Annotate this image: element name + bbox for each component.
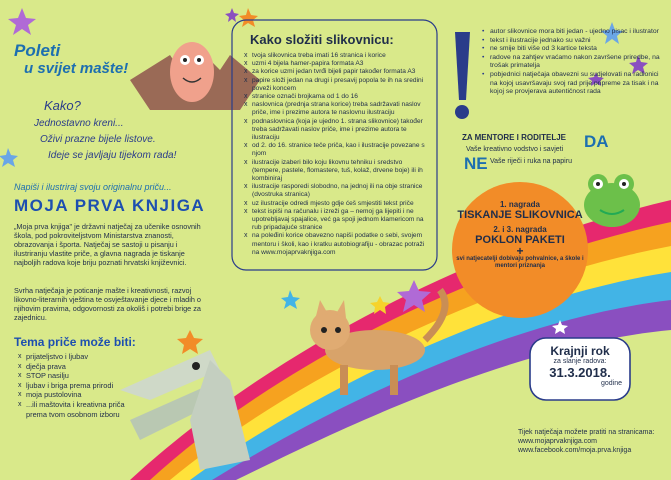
themes-list: [18, 352, 138, 419]
intro-line-3: Kako?: [44, 98, 81, 113]
intro-line-2: u svijet mašte!: [24, 60, 129, 77]
deadline-date: 31.3.2018.: [549, 365, 611, 380]
mentors-da: DA: [584, 132, 609, 151]
deadline-sub: za slanje radova:: [553, 358, 607, 365]
howto-item: x od 2. do 16. stranice teče priča, kao i ilustracije povezane s njom: [244, 142, 430, 158]
howto-item: x podnaslovnica (koja je ujedno 1. strana slikovnice) također treba sadržavati naslov priče, ime i prezime autora te ilustraciju: [244, 118, 430, 143]
deadline-title: Krajnji rok: [550, 344, 610, 358]
howto-item: x tekst ispiši na računalu i izreži ga – nemoj ga lijepiti i ne upotrebljavaj spajalice, već ga spoji jednom klamericom na rub pripadajuće stranice: [244, 208, 430, 233]
contest-para-2: Svrha natječaja je poticanje mašte i kreativnosti, razvoj likovno-literarnih vještina te osvještavanje djece i mladih o njihovim pravima, odgovornosti za okoliš i potrebi brige za zajednicu.: [14, 286, 201, 322]
prize-first: TISKANJE SLIKOVNICA: [457, 209, 583, 221]
theme-item: x ...ili maštovita i kreativna priča prema tvom osobnom izboru: [18, 400, 138, 419]
howto-title: Kako složiti slikovnicu:: [250, 32, 394, 47]
intro-block: [14, 42, 194, 77]
howto-item: x na poleđini korice obavezno napiši podatke o sebi, svojem mentoru i školi, kao i kratku autobiografiju - obrazac potraži na www.mojaprvaknjiga.com: [244, 232, 430, 257]
prize-first-label: 1. nagrada: [499, 200, 540, 209]
howto-item: x uzmi 4 bijela hamer-papira formata A3: [244, 60, 430, 68]
mentors-ne: NE: [464, 154, 488, 173]
rules-list: [482, 28, 662, 97]
howto-item: x ilustracije rasporedi slobodno, na jednoj ili na obje stranice (dvostruka stranica): [244, 183, 430, 199]
howto-item: x papire složi jedan na drugi i presavij popola te ih na sredini poveži koncem: [244, 77, 430, 93]
rule-item: • autor slikovnice mora biti jedan - ujedno pisac i ilustrator: [482, 28, 662, 37]
prize-second: POKLON PAKETI: [475, 234, 565, 246]
theme-item: x moja pustolovina: [18, 390, 138, 400]
howto-item: x uz ilustracije odredi mjesto gdje ćeš smjestiti tekst priče: [244, 200, 430, 208]
mentors-title: ZA MENTORE I RODITELJE: [462, 133, 567, 142]
rule-item: • tekst i ilustracije jednako su važni: [482, 37, 662, 46]
contest-para-1: „Moja prva knjiga" je državni natječaj za učenike osnovnih škola, pod pokroviteljstvom Ministarstva znanosti, obrazovanja i športa. Natječaj se sastoji u pisanju i ilustriranju vlastite priče, a glavna nagrada je tiskanje najboljih radova koje briju poznati hrvatski književnici.: [14, 222, 201, 267]
prize-note: svi natjecatelji dobivaju pohvalnice, a škole i mentori priznanja: [456, 256, 584, 269]
howto-item: x stranice označi brojkama od 1 do 16: [244, 93, 430, 101]
contest-title: MOJA PRVA KNJIGA: [14, 196, 206, 215]
intro-line-1: Poleti: [14, 41, 61, 60]
frog-illustration: [584, 174, 640, 227]
contest-tagline: Napiši i ilustriraj svoju originalnu priču...: [14, 182, 172, 192]
intro-line-5: Oživi prazne bijele listove.: [40, 134, 156, 145]
mentors-ne-text: Vaše riječi i ruka na papiru: [490, 158, 572, 165]
intro-line-4: Jednostavno kreni...: [34, 118, 124, 129]
themes-title: Tema priče može biti:: [14, 335, 136, 349]
follow-site-link[interactable]: www.mojaprvaknjiga.com: [518, 438, 597, 445]
theme-item: x dječja prava: [18, 362, 138, 372]
theme-item: x prijateljstvo i ljubav: [18, 352, 138, 362]
theme-item: x ljubav i briga prema prirodi: [18, 381, 138, 391]
mentors-da-text: Vaše kreativno vodstvo i savjeti: [466, 146, 564, 153]
intro-line-6: Ideje se javljaju tijekom rada!: [48, 150, 177, 161]
prizes-block: [456, 200, 584, 270]
howto-item: x tvoja slikovnica treba imati 16 stranica i korice: [244, 52, 430, 60]
prize-plus: +: [516, 244, 524, 258]
prize-second-label: 2. i 3. nagrada: [493, 225, 547, 234]
howto-item: x za korice uzmi jedan tvrđi bijeli papir također formata A3: [244, 68, 430, 76]
theme-item: x STOP nasilju: [18, 371, 138, 381]
follow-facebook-link[interactable]: www.facebook.com/moja.prva.knjiga: [518, 447, 632, 454]
rule-item: • pobjednici natječaja obavezni su sudjelovati na radionici na kojoj usavršavaju svoj rad prije pripreme za tisak i na kojoj se provjerava autentičnost rada: [482, 71, 662, 97]
deadline-block: [530, 344, 630, 387]
follow-block: [518, 428, 658, 455]
howto-item: x ilustracije izaberi bilo koju likovnu tehniku i sredstvo (tempere, pastele, flomastere, tuš, kolaž, drvene boje) ili ih kombiniraj: [244, 159, 430, 184]
follow-text: Tijek natječaja možete pratiti na stranicama:: [518, 429, 655, 436]
deadline-year-word: godine: [600, 380, 622, 387]
rule-item: • ne smije biti više od 3 kartice teksta: [482, 45, 662, 54]
howto-item: x naslovnica (prednja strana korice) treba sadržavati naslov priče, ime i prezime autora te naslovnu ilustraciju: [244, 101, 430, 117]
exclamation-illustration: [455, 32, 470, 119]
rule-item: • radove na zahtjev vraćamo nakon završene priredbe, na trošak primatelja: [482, 54, 662, 71]
howto-list: [244, 52, 430, 257]
